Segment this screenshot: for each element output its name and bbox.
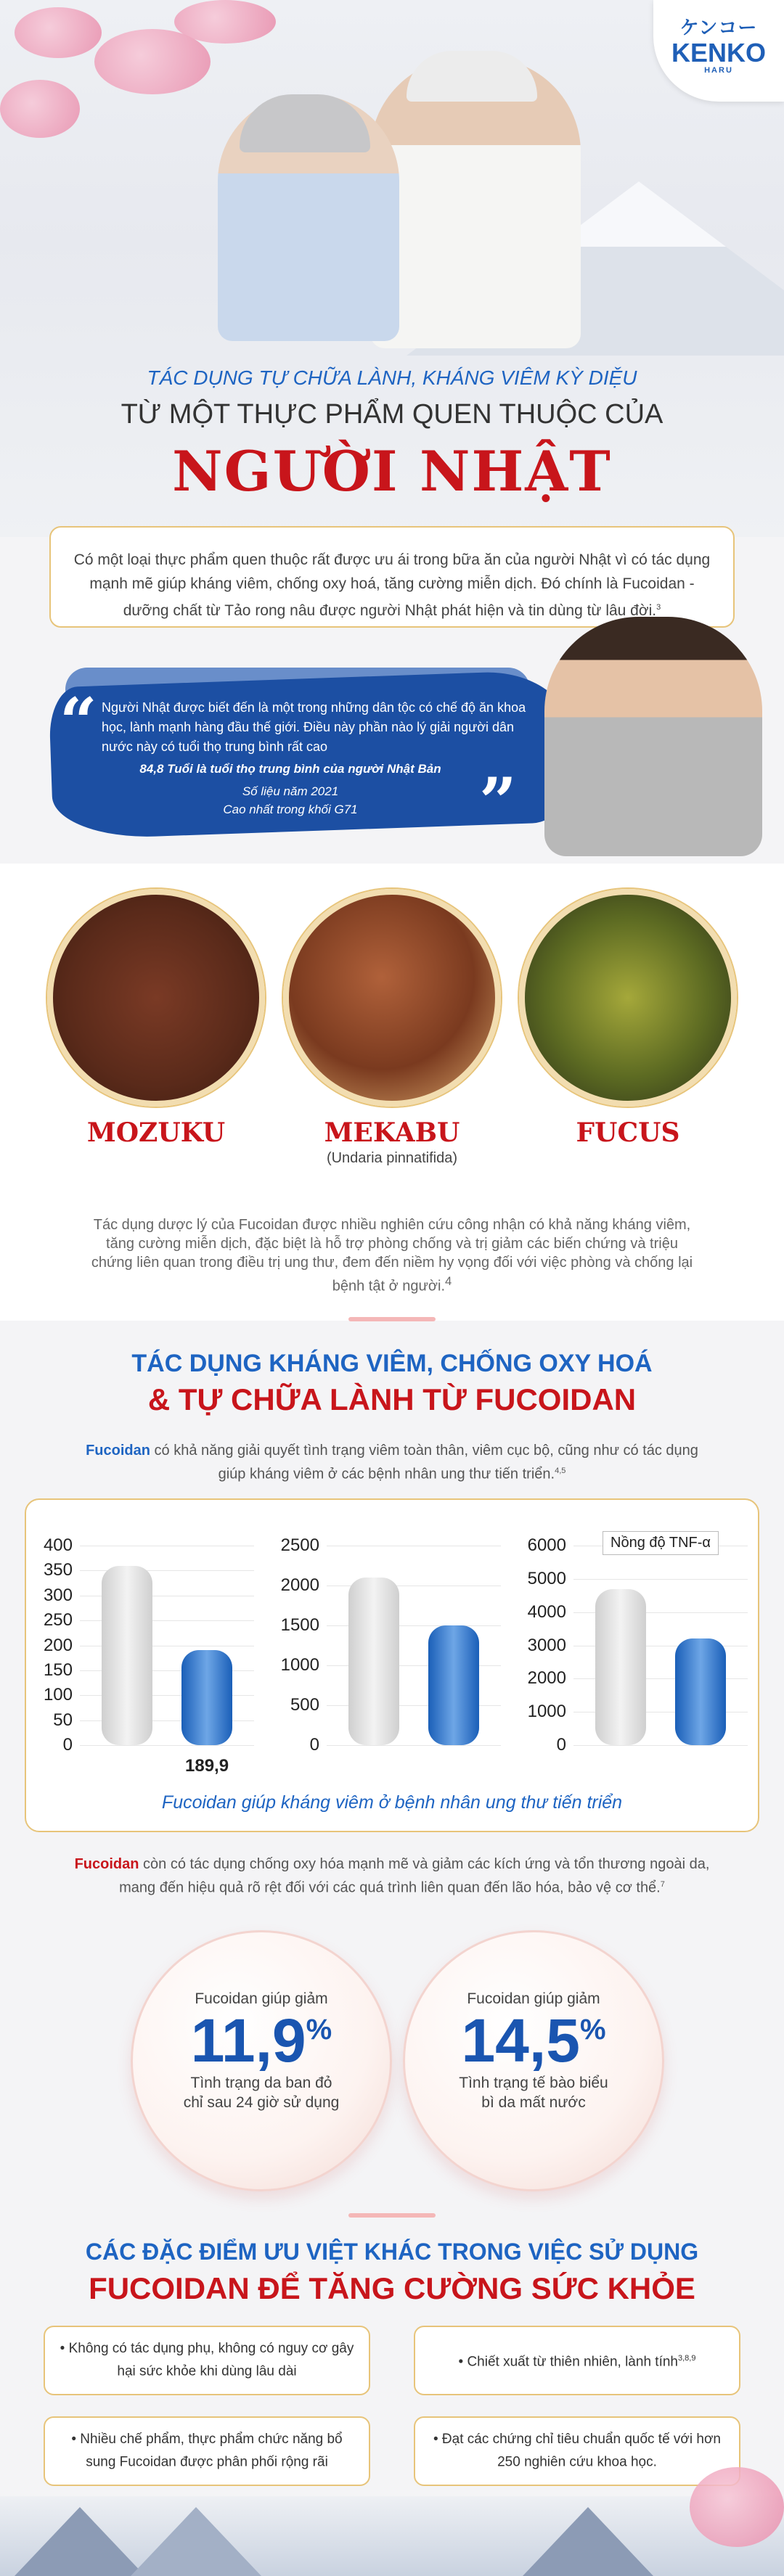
seaweed-description: [87, 1215, 697, 1296]
fucoidan-highlight: Fucoidan: [86, 1443, 150, 1459]
fucus-seaweed-icon: [519, 889, 737, 1107]
bar-after: [181, 1650, 232, 1745]
y-tick-label: 300: [43, 1585, 73, 1605]
stat-top: Fucoidan giúp giảm: [195, 1990, 328, 2007]
mekabu-seaweed-icon: [283, 889, 501, 1107]
y-tick-label: 0: [62, 1735, 73, 1755]
gridline: [573, 1745, 748, 1746]
footer-mountain-peak: [15, 2507, 145, 2576]
quote-open-icon: “: [60, 684, 97, 760]
y-tick-label: 500: [290, 1695, 319, 1715]
y-tick-label: 5000: [527, 1568, 566, 1588]
stat-bottom: Tình trạng tế bào biểu bì da mất nước: [459, 2075, 608, 2111]
quote-note-2: Cao nhất trong khối G71: [223, 803, 358, 816]
intro-text: Có một loại thực phẩm quen thuộc rất được ưu ái trong bữa ăn của người Nhật vì có tác dụng mạnh mẽ giúp kháng viêm, chống oxy hoá, tăng cường miễn dịch. Đó chính là Fucoidan - dưỡng chất từ Tảo rong nâu được người Nhật phát hiện và tin dùng từ lâu đời.: [73, 551, 711, 619]
cherry-blossom-icon: [15, 7, 102, 58]
bar-after: [428, 1625, 479, 1745]
section2-note2-ref: 7: [660, 1880, 665, 1889]
seaweed-label-mekabu: MEKABU: [324, 1117, 460, 1148]
stat-value-num: 14,5: [461, 2006, 580, 2075]
intro-ref: 3: [656, 603, 661, 612]
quote-close-icon: ”: [479, 763, 517, 840]
bar-before: [102, 1566, 152, 1746]
logo-jp-text: ケンコー: [679, 17, 758, 38]
seaweed-latin-mekabu: (Undaria pinnatifida): [326, 1150, 458, 1166]
feature-card: [44, 2416, 370, 2486]
y-tick-label: 2000: [280, 1575, 319, 1595]
fucoidan-highlight-red: Fucoidan: [74, 1856, 139, 1872]
stat-bottom: Tình trạng da ban đỏ chỉ sau 24 giờ sử dụng: [183, 2075, 340, 2111]
y-tick-label: 4000: [527, 1601, 566, 1622]
section2-note: [73, 1440, 711, 1485]
gridline: [573, 1579, 748, 1580]
quote-note: [102, 782, 479, 819]
y-tick-label: 350: [43, 1560, 73, 1580]
gridline: [327, 1745, 501, 1746]
section2-note-ref: 4,5: [555, 1467, 566, 1475]
gridline: [80, 1745, 254, 1746]
y-tick-label: 50: [53, 1710, 73, 1730]
stat-value: [405, 2008, 662, 2073]
y-tick-label: 100: [43, 1685, 73, 1705]
hero-subtitle: TÁC DỤNG TỰ CHỮA LÀNH, KHÁNG VIÊM KỲ DIỆU: [147, 366, 637, 389]
logo-name: KENKO: [671, 38, 766, 67]
y-tick-label: 1000: [527, 1702, 566, 1722]
cherry-blossom-icon: [0, 80, 80, 138]
seaweed-label-mozuku: MOZUKU: [86, 1117, 226, 1148]
quote-text: Người Nhật được biết đến là một trong những dân tộc có chế độ ăn khoa học, lành mạnh hàng đầu thế giới. Điều này phần nào lý giải người dân nước này có tuổi thọ trung bình rất cao: [102, 700, 526, 754]
stat-unit: %: [579, 2014, 606, 2046]
intro-box: [49, 526, 735, 628]
feature-text: • Chiết xuất từ thiên nhiên, lành tính: [458, 2354, 678, 2370]
y-tick-label: 150: [43, 1660, 73, 1680]
hero-title: NGƯỜI NHẬT: [172, 439, 612, 504]
stat-value: [133, 2008, 390, 2073]
footer-mountain-peak: [131, 2507, 261, 2576]
y-tick-label: 250: [43, 1610, 73, 1630]
section2-title-line2: & TỰ CHỮA LÀNH TỪ FUCOIDAN: [147, 1382, 637, 1416]
chart-title-tnf: Nồng độ TNF-α: [603, 1531, 719, 1555]
section3-title-line1: CÁC ĐẶC ĐIỂM ƯU VIỆT KHÁC TRONG VIỆC SỬ DỤNG: [85, 2239, 699, 2265]
feature-text: • Đạt các chứng chỉ tiêu chuẩn quốc tế với hơn 250 nghiên cứu khoa học.: [433, 2432, 721, 2470]
stat-circle-erythema: [131, 1930, 392, 2191]
y-tick-label: 3000: [527, 1635, 566, 1655]
data-label: 189,9: [185, 1756, 229, 1776]
section2-note2-text: còn có tác dụng chống oxy hóa mạnh mẽ và giảm các kích ứng và tổn thương ngoài da, mang đến hiệu quả rõ rệt đối với các quá trình liên quan đến lão hóa, bảo vệ cơ thể.: [119, 1856, 710, 1896]
section3-title-line2: FUCOIDAN ĐỂ TĂNG CƯỜNG SỨC KHỎE: [89, 2271, 695, 2305]
feature-card: [414, 2326, 740, 2395]
man-hair: [407, 51, 537, 102]
stat-value-num: 11,9: [190, 2006, 306, 2075]
stat-circle-dehydration: [403, 1930, 664, 2191]
section2-note-text: có khả năng giải quyết tình trạng viêm toàn thân, viêm cục bộ, cũng như có tác dụng giúp kháng viêm ở các bệnh nhân ung thư tiến triển.: [150, 1443, 698, 1482]
feature-ref: 3,8,9: [677, 2354, 696, 2363]
section-divider: [348, 1317, 436, 1321]
quote-note-1: Số liệu năm 2021: [242, 784, 339, 798]
quote-stat: 84,8 Tuổi là tuổi thọ trung bình của người Nhật Bản: [139, 762, 441, 776]
section-divider-2: [348, 2213, 436, 2218]
chart-caption: Fucoidan giúp kháng viêm ở bệnh nhân ung thư tiến triển: [161, 1792, 623, 1813]
section2-note2: [73, 1854, 711, 1898]
y-tick-label: 200: [43, 1635, 73, 1655]
seaweed-label-fucus: FUCUS: [576, 1117, 680, 1148]
cherry-blossom-icon: [174, 0, 276, 44]
feature-card: [44, 2326, 370, 2395]
footer-mountain-peak: [523, 2507, 653, 2576]
y-tick-label: 400: [43, 1535, 73, 1555]
stat-top: Fucoidan giúp giảm: [467, 1990, 600, 2007]
y-tick-label: 0: [556, 1735, 566, 1755]
feature-text: • Nhiều chế phẩm, thực phẩm chức năng bổ sung Fucoidan được phân phối rộng rãi: [71, 2432, 343, 2470]
bar-before: [348, 1578, 399, 1745]
y-tick-label: 1500: [280, 1615, 319, 1635]
y-tick-label: 6000: [527, 1535, 566, 1555]
hero-line2: TỪ MỘT THỰC PHẨM QUEN THUỘC CỦA: [121, 399, 663, 430]
cherry-blossom-icon: [690, 2467, 784, 2547]
mozuku-seaweed-icon: [47, 889, 265, 1107]
feature-card: [414, 2416, 740, 2486]
feature-text: • Không có tác dụng phụ, không có nguy cơ gây hại sức khỏe khi dùng lâu dài: [60, 2341, 354, 2379]
stat-unit: %: [306, 2014, 332, 2046]
y-tick-label: 2500: [280, 1535, 319, 1555]
logo-sub: HARU: [704, 66, 733, 75]
bar-after: [675, 1638, 726, 1745]
y-tick-label: 2000: [527, 1668, 566, 1689]
y-tick-label: 1000: [280, 1655, 319, 1675]
bar-before: [595, 1589, 646, 1745]
elderly-woman-portrait: [544, 617, 762, 856]
elderly-man-photo: [370, 58, 581, 348]
seaweed-desc-text: Tác dụng dược lý của Fucoidan được nhiều nghiên cứu công nhận có khả năng kháng viêm, tăng cường miễn dịch, đặc biệt là hỗ trợ phòng chống và trị giảm các biến chứng và triệu chứng liên quan trong điều trị ung thư, đem đến niềm hy vọng đối với việc phòng và chống lại bệnh tật ở người.: [91, 1217, 693, 1295]
y-tick-label: 0: [309, 1735, 319, 1755]
seaweed-desc-ref: 4: [445, 1274, 452, 1288]
section2-title-line1: TÁC DỤNG KHÁNG VIÊM, CHỐNG OXY HOÁ: [131, 1350, 653, 1377]
